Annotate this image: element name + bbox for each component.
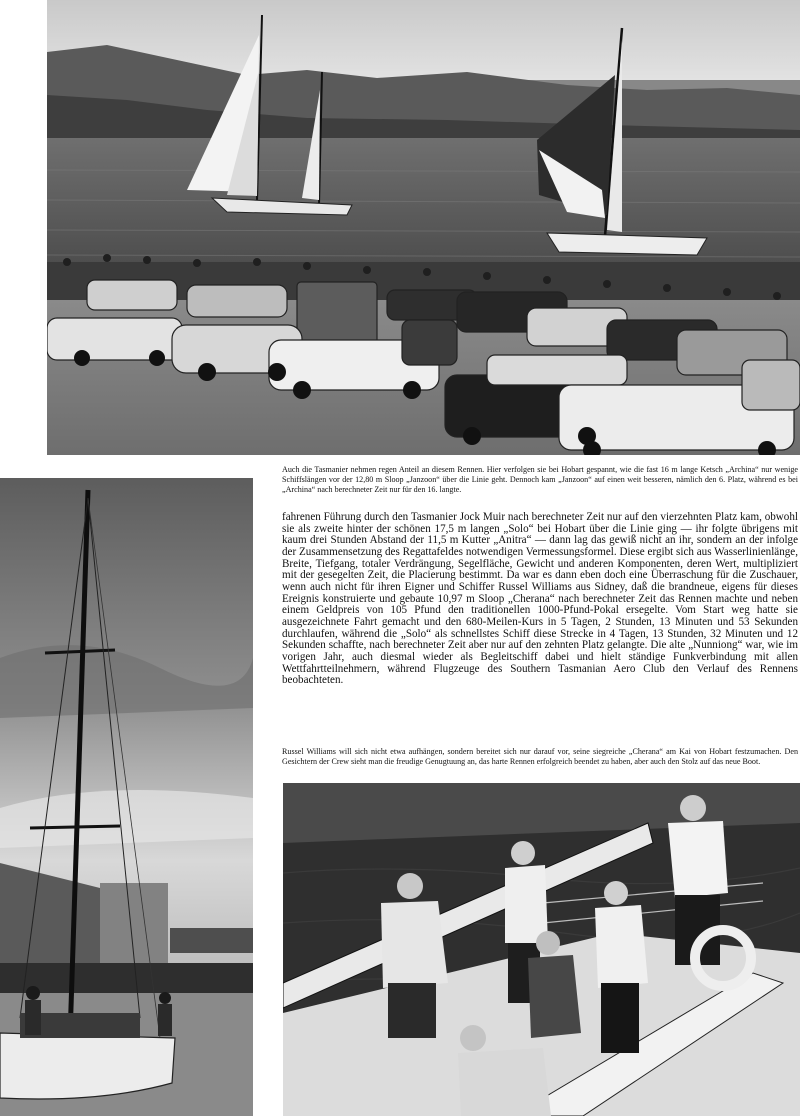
spectators-yachts-photo xyxy=(47,0,800,455)
top-photo-caption: Auch die Tasmanier nehmen regen Anteil an diesem Rennen. Hier verfolgen sie bei Hobart gespannt, wie die fast 16 m lange Ketsch „Archina“ nur wenige Schiffslängen vor der 12,80 m Sloop „Janzoon“ über die Linie geht. Dennoch kam „Janzoon“ auf einen weit besseren, nämlich den 6. Platz, während es bei „Archina“ nach berechneter Zeit nur für den 16. langte. xyxy=(282,465,798,495)
spectators-yachts-graphic xyxy=(47,0,800,455)
yacht-at-wharf-graphic xyxy=(0,478,253,1116)
crew-on-deck-photo xyxy=(283,783,800,1116)
crew-on-deck-graphic xyxy=(283,783,800,1116)
article-body-text: fahrenen Führung durch den Tasmanier Jock Muir nach berechneter Zeit nur auf den vierzehnten Platz kam, obwohl sie als zweite hinter der schönen 17,5 m langen „Solo“ bei Hobart über die Linie ging — ihr folgte übrigens mit kaum drei Stunden Abstand der 11,5 m Kutter „Anitra“ — dann lag das gewiß nicht an ihr, sondern an der infolge der Zusammensetzung des Regattafeldes notwendigen Vermessungsformel. Diese ergibt sich aus Wasserlinienlänge, Breite, Tiefgang, totaler Verdrängung, Segelfläche, Gewicht und anderen Komponenten, deren Wert, multipliziert mit der gesegelten Zeit, die Placierung bestimmt. Da war es dann eben doch eine Überraschung für die Zuschauer, wenn auch nicht für ihren Eigner und Schiffer Russel Williams aus Sidney, daß die brandneue, eigens für dieses Ereignis konstruierte und gebaute 10,97 m Sloop „Cherana“ nach berechneter Zeit das Rennen machte und neben einem Geldpreis von 105 Pfund den traditionellen 1000-Pfund-Pokal ersegelte. Vom Start weg hatte sie ausgezeichnete Fahrt gemacht und den 680-Meilen-Kurs in 5 Tagen, 2 Stunden, 13 Minuten und 53 Sekunden durchlaufen, während die „Solo“ als schnellstes Schiff diese Strecke in 4 Tagen, 13 Stunden, 32 Minuten und 12 Sekunden schaffte, nach berechneter Zeit aber nur auf den zehnten Platz gelangte. Die alte „Nunniong“ war, wie im vorigen Jahr, auch diesmal wieder als Begleitschiff dabei und hielt ständige Funkverbindung mit allen Wettfahrtteilnehmern, während Flugzeuge des Southern Tasmanian Aero Club den Verlauf des Rennens beobachteten. xyxy=(282,511,798,687)
yacht-at-wharf-photo xyxy=(0,478,253,1116)
crew-photo-caption: Russel Williams will sich nicht etwa aufhängen, sondern bereitet sich nur darauf vor, seine siegreiche „Cherana“ am Kai von Hobart festzumachen. Den Gesichtern der Crew sieht man die freudige Genugtuung an, das harte Rennen erfolgreich beendet zu haben, aber auch den Stolz auf das neue Boot. xyxy=(282,747,798,767)
